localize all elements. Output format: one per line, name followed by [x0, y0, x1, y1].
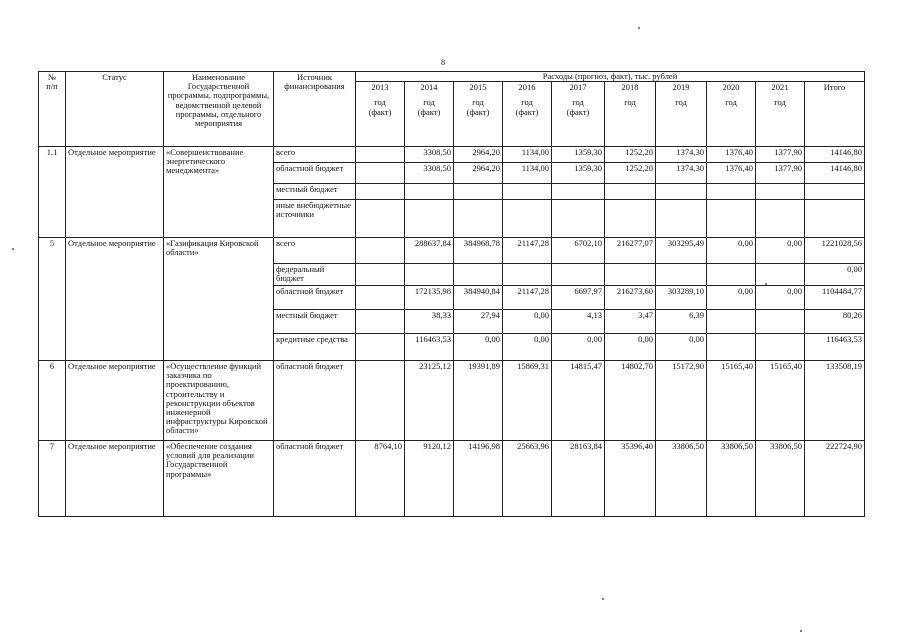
funding-source: кредитные средства: [274, 334, 356, 361]
amount-cell: 1359,30: [552, 163, 605, 184]
amount-cell: 0,00: [656, 334, 707, 361]
amount-cell: 0,00: [756, 238, 805, 264]
amount-cell: 33806,50: [707, 441, 756, 517]
amount-cell: 2964,20: [454, 163, 503, 184]
funding-source: областной бюджет: [274, 286, 356, 310]
row-status: Отдельное мероприятие: [66, 361, 164, 441]
amount-cell: [707, 334, 756, 361]
amount-cell: 0,00: [503, 310, 552, 334]
amount-cell: [707, 200, 756, 238]
amount-cell: [454, 264, 503, 286]
row-number: 7: [39, 441, 66, 517]
year-label: 2020: [722, 82, 740, 93]
funding-source: всего: [274, 147, 356, 163]
amount-cell: 15172,90: [656, 361, 707, 441]
row-name: «Осуществление функций заказчика по проектированию, строительству и реконструкции объектов инженерной инфраструктуры Кировской области»: [164, 361, 274, 441]
amount-cell: [656, 200, 707, 238]
amount-cell: 1376,40: [707, 147, 756, 163]
amount-cell: [756, 334, 805, 361]
header-year: [356, 82, 405, 147]
page-number: 8: [441, 58, 445, 67]
amount-cell: [356, 184, 405, 200]
header-year: [605, 82, 656, 147]
year-label: 2019: [672, 82, 690, 93]
amount-cell: [503, 200, 552, 238]
amount-cell: 15869,31: [503, 361, 552, 441]
amount-cell: [756, 184, 805, 200]
table-row: [39, 441, 865, 517]
amount-cell: [605, 264, 656, 286]
header-year: [756, 82, 805, 147]
amount-cell: 15165,40: [707, 361, 756, 441]
amount-cell: 8764,10: [356, 441, 405, 517]
year-label: 2015: [469, 82, 487, 93]
amount-cell: 116463,53: [805, 334, 865, 361]
amount-cell: [405, 264, 454, 286]
amount-cell: 216277,07: [605, 238, 656, 264]
amount-cell: 14146,80: [805, 163, 865, 184]
row-status: Отдельное мероприятие: [66, 238, 164, 361]
header-num: № п/п: [39, 72, 66, 147]
amount-cell: 6697,97: [552, 286, 605, 310]
amount-cell: 14146,80: [805, 147, 865, 163]
amount-cell: [356, 147, 405, 163]
scan-speck: [638, 27, 640, 29]
funding-source: местный бюджет: [274, 310, 356, 334]
amount-cell: 1374,30: [656, 163, 707, 184]
amount-cell: 33806,50: [656, 441, 707, 517]
amount-cell: [656, 184, 707, 200]
row-status: Отдельное мероприятие: [66, 441, 164, 517]
amount-cell: [356, 334, 405, 361]
row-name: «Газификация Кировской области»: [164, 238, 274, 361]
scan-speck: [765, 283, 767, 285]
amount-cell: 15165,40: [756, 361, 805, 441]
amount-cell: [707, 264, 756, 286]
year-label: 2018: [621, 82, 639, 93]
amount-cell: [756, 264, 805, 286]
amount-cell: [552, 184, 605, 200]
year-label: 2013: [371, 82, 389, 93]
header-status: Статус: [66, 72, 164, 147]
header-source: Источник финансирования: [274, 72, 356, 147]
table-row: [39, 361, 865, 441]
amount-cell: [356, 200, 405, 238]
amount-cell: [356, 163, 405, 184]
amount-cell: 0,00: [707, 286, 756, 310]
amount-cell: [805, 200, 865, 238]
amount-cell: 1134,00: [503, 147, 552, 163]
header-expenses: Расходы (прогноз, факт), тыс. рублей: [356, 72, 865, 82]
amount-cell: 1374,30: [656, 147, 707, 163]
amount-cell: 0,00: [756, 286, 805, 310]
amount-cell: 133508,19: [805, 361, 865, 441]
amount-cell: 27,94: [454, 310, 503, 334]
amount-cell: 35396,40: [605, 441, 656, 517]
amount-cell: 80,26: [805, 310, 865, 334]
header-name: Наименование Государственной программы, подпрограммы, ведомственной целевой программы, отдельного мероприятия: [164, 72, 274, 147]
amount-cell: 116463,53: [405, 334, 454, 361]
amount-cell: [552, 200, 605, 238]
amount-cell: 1252,20: [605, 163, 656, 184]
header-row: [39, 72, 865, 82]
year-label: 2014: [420, 82, 438, 93]
amount-cell: 222724,90: [805, 441, 865, 517]
amount-cell: 1377,90: [756, 147, 805, 163]
amount-cell: 1134,00: [503, 163, 552, 184]
amount-cell: 303295,49: [656, 238, 707, 264]
amount-cell: [756, 310, 805, 334]
funding-source: всего: [274, 238, 356, 264]
year-type-label: год: [774, 97, 786, 108]
amount-cell: 23125,12: [405, 361, 454, 441]
amount-cell: 0,00: [552, 334, 605, 361]
year-type-label: год: [624, 97, 636, 108]
row-name: «Обеспечение создания условий для реализации Государственной программы»: [164, 441, 274, 517]
amount-cell: [503, 264, 552, 286]
row-status: Отдельное мероприятие: [66, 147, 164, 238]
amount-cell: 4,13: [552, 310, 605, 334]
amount-cell: [356, 286, 405, 310]
amount-cell: 21147,28: [503, 286, 552, 310]
amount-cell: [405, 184, 454, 200]
amount-cell: 38,33: [405, 310, 454, 334]
amount-cell: [356, 310, 405, 334]
budget-table: [38, 71, 865, 517]
header-year: [454, 82, 503, 147]
year-label: 2016: [518, 82, 536, 93]
header-year: [503, 82, 552, 147]
year-type-label: год: [675, 97, 687, 108]
amount-cell: 1252,20: [605, 147, 656, 163]
amount-cell: 6,39: [656, 310, 707, 334]
amount-cell: 21147,28: [503, 238, 552, 264]
amount-cell: 25663,96: [503, 441, 552, 517]
amount-cell: 3,47: [605, 310, 656, 334]
amount-cell: [656, 264, 707, 286]
amount-cell: 384940,84: [454, 286, 503, 310]
header-year: [552, 82, 605, 147]
year-type-label: год: [725, 97, 737, 108]
funding-source: иные внебюджетные источники: [274, 200, 356, 238]
amount-cell: [707, 310, 756, 334]
amount-cell: 33806,50: [756, 441, 805, 517]
funding-source: областной бюджет: [274, 441, 356, 517]
header-year: [707, 82, 756, 147]
header-year: [405, 82, 454, 147]
row-number: 6: [39, 361, 66, 441]
amount-cell: 0,00: [805, 264, 865, 286]
scan-speck: [12, 248, 14, 250]
amount-cell: [503, 184, 552, 200]
amount-cell: 172135,98: [405, 286, 454, 310]
amount-cell: 1359,30: [552, 147, 605, 163]
year-label: 2017: [569, 82, 587, 93]
year-type-label: год (факт): [466, 97, 490, 117]
amount-cell: 19391,89: [454, 361, 503, 441]
amount-cell: 14196,98: [454, 441, 503, 517]
amount-cell: [454, 184, 503, 200]
year-type-label: год (факт): [566, 97, 590, 117]
funding-source: областной бюджет: [274, 163, 356, 184]
table-row: [39, 147, 865, 163]
amount-cell: 9120,12: [405, 441, 454, 517]
funding-source: областной бюджет: [274, 361, 356, 441]
year-type-label: год (факт): [515, 97, 539, 117]
amount-cell: [805, 184, 865, 200]
amount-cell: 14815,47: [552, 361, 605, 441]
amount-cell: 1377,90: [756, 163, 805, 184]
amount-cell: [405, 200, 454, 238]
amount-cell: [605, 200, 656, 238]
amount-cell: [454, 200, 503, 238]
amount-cell: 216273,60: [605, 286, 656, 310]
amount-cell: [605, 184, 656, 200]
scan-speck: [602, 598, 604, 600]
funding-source: федеральный бюджет: [274, 264, 356, 286]
year-type-label: год (факт): [417, 97, 441, 117]
amount-cell: [707, 184, 756, 200]
amount-cell: 28163,84: [552, 441, 605, 517]
row-number: 5: [39, 238, 66, 361]
year-label: 2021: [771, 82, 789, 93]
amount-cell: 0,00: [454, 334, 503, 361]
year-type-label: год (факт): [368, 97, 392, 117]
amount-cell: 1221028,56: [805, 238, 865, 264]
amount-cell: [552, 264, 605, 286]
amount-cell: 2964,20: [454, 147, 503, 163]
row-name: «Совершенствование энергетического менеджмента»: [164, 147, 274, 238]
amount-cell: 1104484,77: [805, 286, 865, 310]
scan-speck: [800, 630, 802, 632]
amount-cell: 384968,78: [454, 238, 503, 264]
table-row: [39, 238, 865, 264]
header-year: [656, 82, 707, 147]
amount-cell: [356, 361, 405, 441]
amount-cell: 303289,10: [656, 286, 707, 310]
amount-cell: 6702,10: [552, 238, 605, 264]
row-number: 1.1: [39, 147, 66, 238]
amount-cell: 1376,40: [707, 163, 756, 184]
amount-cell: [356, 264, 405, 286]
header-total: Итого: [805, 82, 865, 147]
amount-cell: 0,00: [605, 334, 656, 361]
amount-cell: 288637,84: [405, 238, 454, 264]
amount-cell: 3308,50: [405, 163, 454, 184]
amount-cell: 0,00: [707, 238, 756, 264]
amount-cell: 0,00: [503, 334, 552, 361]
amount-cell: [756, 200, 805, 238]
amount-cell: 14802,70: [605, 361, 656, 441]
funding-source: местный бюджет: [274, 184, 356, 200]
amount-cell: [356, 238, 405, 264]
amount-cell: 3308,50: [405, 147, 454, 163]
